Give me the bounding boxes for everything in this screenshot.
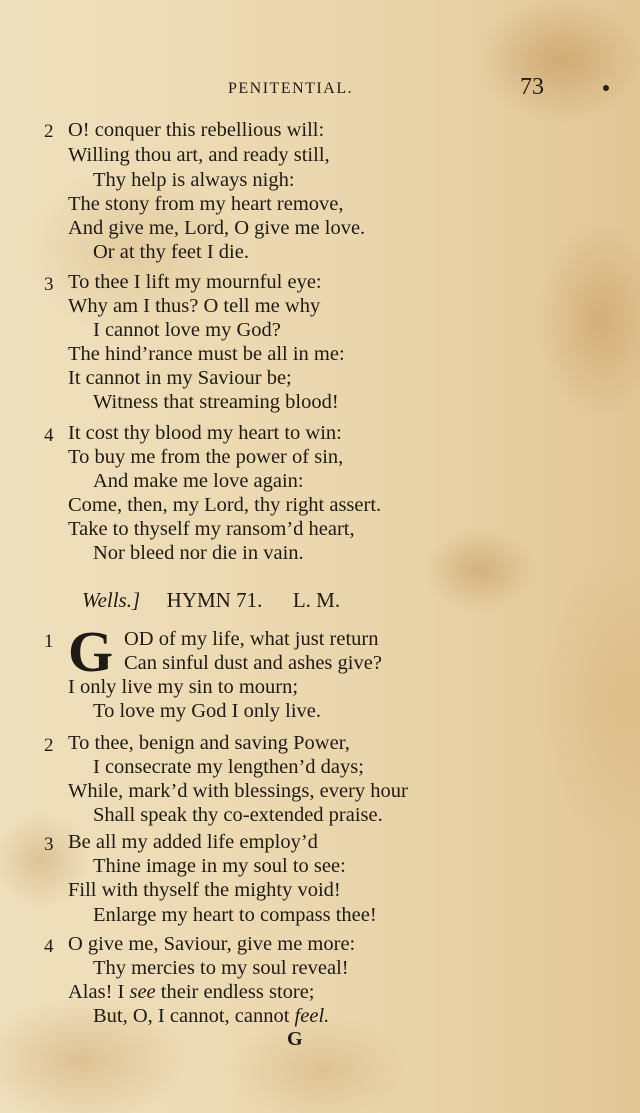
verse-line-with-italic xyxy=(68,980,315,1004)
verse-line: It cannot in my Saviour be; xyxy=(68,367,292,389)
verse-line: I only live my sin to mourn; xyxy=(68,676,299,698)
italic-word: see xyxy=(129,981,156,1003)
verse-line: Nor bleed nor die in vain. xyxy=(93,542,304,564)
verse-number: 2 xyxy=(44,121,54,142)
verse-line: Thine image in my soul to see: xyxy=(93,855,346,877)
verse-line-part: But, O, I cannot, cannot xyxy=(93,1005,295,1027)
hymn-meter: L. M. xyxy=(292,588,341,612)
verse-line: Come, then, my Lord, thy right assert. xyxy=(68,494,382,516)
running-title: PENITENTIAL. xyxy=(228,80,354,97)
hymn-heading xyxy=(82,587,340,613)
verse-line: I cannot love my God? xyxy=(93,319,281,341)
italic-word: feel. xyxy=(294,1005,330,1027)
drop-cap: G xyxy=(68,619,114,684)
verse-line-part: their endless store; xyxy=(155,981,315,1003)
verse-line: OD of my life, what just return xyxy=(124,628,379,650)
verse-line: It cost thy blood my heart to win: xyxy=(68,422,342,444)
verse-line: Thy mercies to my soul reveal! xyxy=(93,957,349,979)
verse-line: Fill with thyself the mighty void! xyxy=(68,879,341,901)
verse-number: 2 xyxy=(44,735,54,756)
verse-line: Can sinful dust and ashes give? xyxy=(124,652,382,674)
page-number: 73 xyxy=(520,74,544,100)
signature-mark: G xyxy=(287,1028,303,1050)
verse-line: The hind’rance must be all in me: xyxy=(68,343,345,365)
verse-number: 3 xyxy=(44,834,54,855)
verse-line: Be all my added life employ’d xyxy=(68,831,318,853)
verse-line: To love my God I only live. xyxy=(93,700,322,722)
verse-number: 1 xyxy=(44,631,54,652)
verse-number: 4 xyxy=(44,425,54,446)
verse-line: Or at thy feet I die. xyxy=(93,241,249,263)
verse-line: Shall speak thy co-extended praise. xyxy=(93,804,383,826)
verse-line: Willing thou art, and ready still, xyxy=(68,144,330,166)
verse-number: 3 xyxy=(44,274,54,295)
verse-line: I consecrate my lengthen’d days; xyxy=(93,756,364,778)
verse-line: And make me love again: xyxy=(93,470,304,492)
verse-line: Why am I thus? O tell me why xyxy=(68,295,321,317)
verse-line: O give me, Saviour, give me more: xyxy=(68,933,356,955)
tune-name: Wells.] xyxy=(82,588,141,612)
hymn-title: HYMN 71. xyxy=(166,588,263,612)
verse-line: Take to thyself my ransom’d heart, xyxy=(68,518,355,540)
verse-line: Witness that streaming blood! xyxy=(93,391,339,413)
verse-line: O! conquer this rebellious will: xyxy=(68,119,325,141)
verse-line: The stony from my heart remove, xyxy=(68,193,344,215)
verse-line: To thee I lift my mournful eye: xyxy=(68,271,322,293)
verse-line: And give me, Lord, O give me love. xyxy=(68,217,366,239)
verse-line-part: Alas! I xyxy=(68,981,130,1003)
verse-number: 4 xyxy=(44,936,54,957)
verse-line: To buy me from the power of sin, xyxy=(68,446,344,468)
verse-line: Thy help is always nigh: xyxy=(93,169,295,191)
verse-line: To thee, benign and saving Power, xyxy=(68,732,350,754)
verse-line: Enlarge my heart to compass thee! xyxy=(93,904,377,926)
verse-line-with-italic xyxy=(93,1004,329,1028)
page-header xyxy=(0,74,640,104)
ink-dot xyxy=(603,85,609,91)
verse-line: While, mark’d with blessings, every hour xyxy=(68,780,408,802)
